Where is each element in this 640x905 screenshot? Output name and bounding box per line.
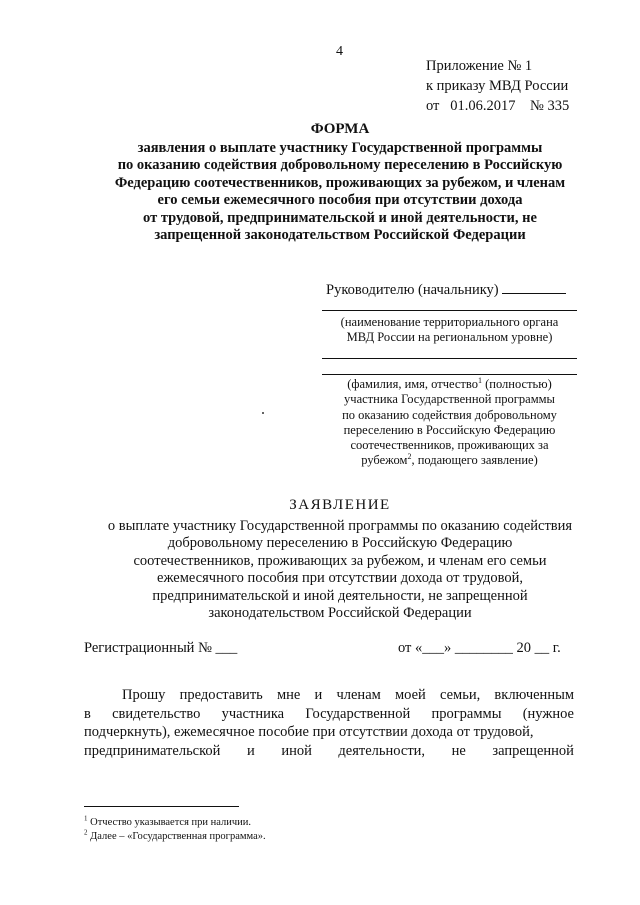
authority-fill-line[interactable] (322, 310, 577, 311)
statement-line: о выплате участнику Государственной программы по оказанию содействия (107, 518, 573, 534)
caption-line: (наименование территориального органа (340, 315, 559, 329)
footnotes (84, 816, 266, 844)
form-title (40, 121, 640, 245)
statement-line: ежемесячного пособия при отсутствии дохода от трудовой, (157, 570, 523, 587)
statement-line: добровольному переселению в Российскую Федерацию (167, 535, 513, 552)
statement-line: предпринимательской и иной деятельности, не запрещенной (152, 587, 528, 604)
form-title-line: его семьи ежемесячного пособия при отсутствии дохода (157, 192, 523, 208)
request-paragraph (84, 686, 574, 760)
appendix-line: к приказу МВД России (426, 78, 569, 94)
paragraph-line: в свидетельство участника Государственной программы (нужное (84, 705, 574, 722)
addressee-label-row (326, 281, 566, 299)
footnote-mark: 1 (477, 375, 482, 385)
caption-line: переселению в Российскую Федерацию (343, 422, 556, 437)
scan-speck (262, 412, 264, 414)
form-title-line: по оказанию содействия добровольному переселению в Российскую (117, 157, 563, 173)
addressee-label: Руководителю (начальнику) (326, 282, 499, 298)
caption-line: рубежом$^2$, подающего заявление) (361, 452, 538, 468)
page-number: 4 (336, 44, 343, 59)
authority-caption (322, 315, 577, 346)
footnote-2: $^2$ Далее – «Государственная программа». (84, 828, 266, 842)
registration-date[interactable]: от «___» ________ 20 __ г. (398, 640, 561, 656)
caption-line: соотечественников, проживающих за (350, 438, 549, 453)
applicant-fill-line-1[interactable] (322, 358, 577, 359)
form-heading: ФОРМА (310, 121, 370, 137)
form-title-line: запрещенной законодательством Российской Федерации (154, 227, 526, 243)
addressee-fill-line[interactable] (502, 281, 566, 294)
form-title-line: от трудовой, предпринимательской и иной деятельности, не (143, 209, 537, 226)
caption-line: участника Государственной программы (344, 392, 555, 407)
footnote-divider (84, 806, 239, 807)
registration-number[interactable]: Регистрационный № ___ (84, 640, 238, 656)
form-title-line: Федерацию соотечественников, проживающих за рубежом, и членам (114, 174, 566, 191)
footnote-mark: 2 (407, 452, 412, 462)
caption-line: (фамилия, имя, отчество$^1$ (полностью) (347, 375, 552, 391)
applicant-caption (322, 377, 577, 469)
statement-title: ЗАЯВЛЕНИЕ (289, 497, 391, 513)
paragraph-line: предпринимательской и иной деятельности, не запрещенной (84, 742, 574, 759)
statement-subject (40, 518, 640, 622)
footnote-1: $^1$ Отчество указывается при наличии. (84, 814, 252, 828)
caption-line: МВД России на региональном уровне) (346, 330, 553, 345)
paragraph-line: подчеркнуть), ежемесячное пособие при отсутствии дохода от трудовой, (84, 724, 534, 741)
form-title-line: заявления о выплате участнику Государственной программы (137, 139, 543, 156)
applicant-fill-line-2[interactable] (322, 374, 577, 375)
appendix-line: от 01.06.2017 № 335 (426, 98, 570, 114)
statement-line: соотечественников, проживающих за рубежом, и членам его семьи (133, 552, 547, 569)
appendix-line: Приложение № 1 (426, 58, 533, 74)
appendix-reference (426, 56, 569, 116)
paragraph-line: Прошу предоставить мне и членам моей семьи, включенным (122, 687, 574, 703)
caption-line: по оказанию содействия добровольному (342, 407, 557, 422)
statement-line: законодательством Российской Федерации (208, 605, 472, 622)
